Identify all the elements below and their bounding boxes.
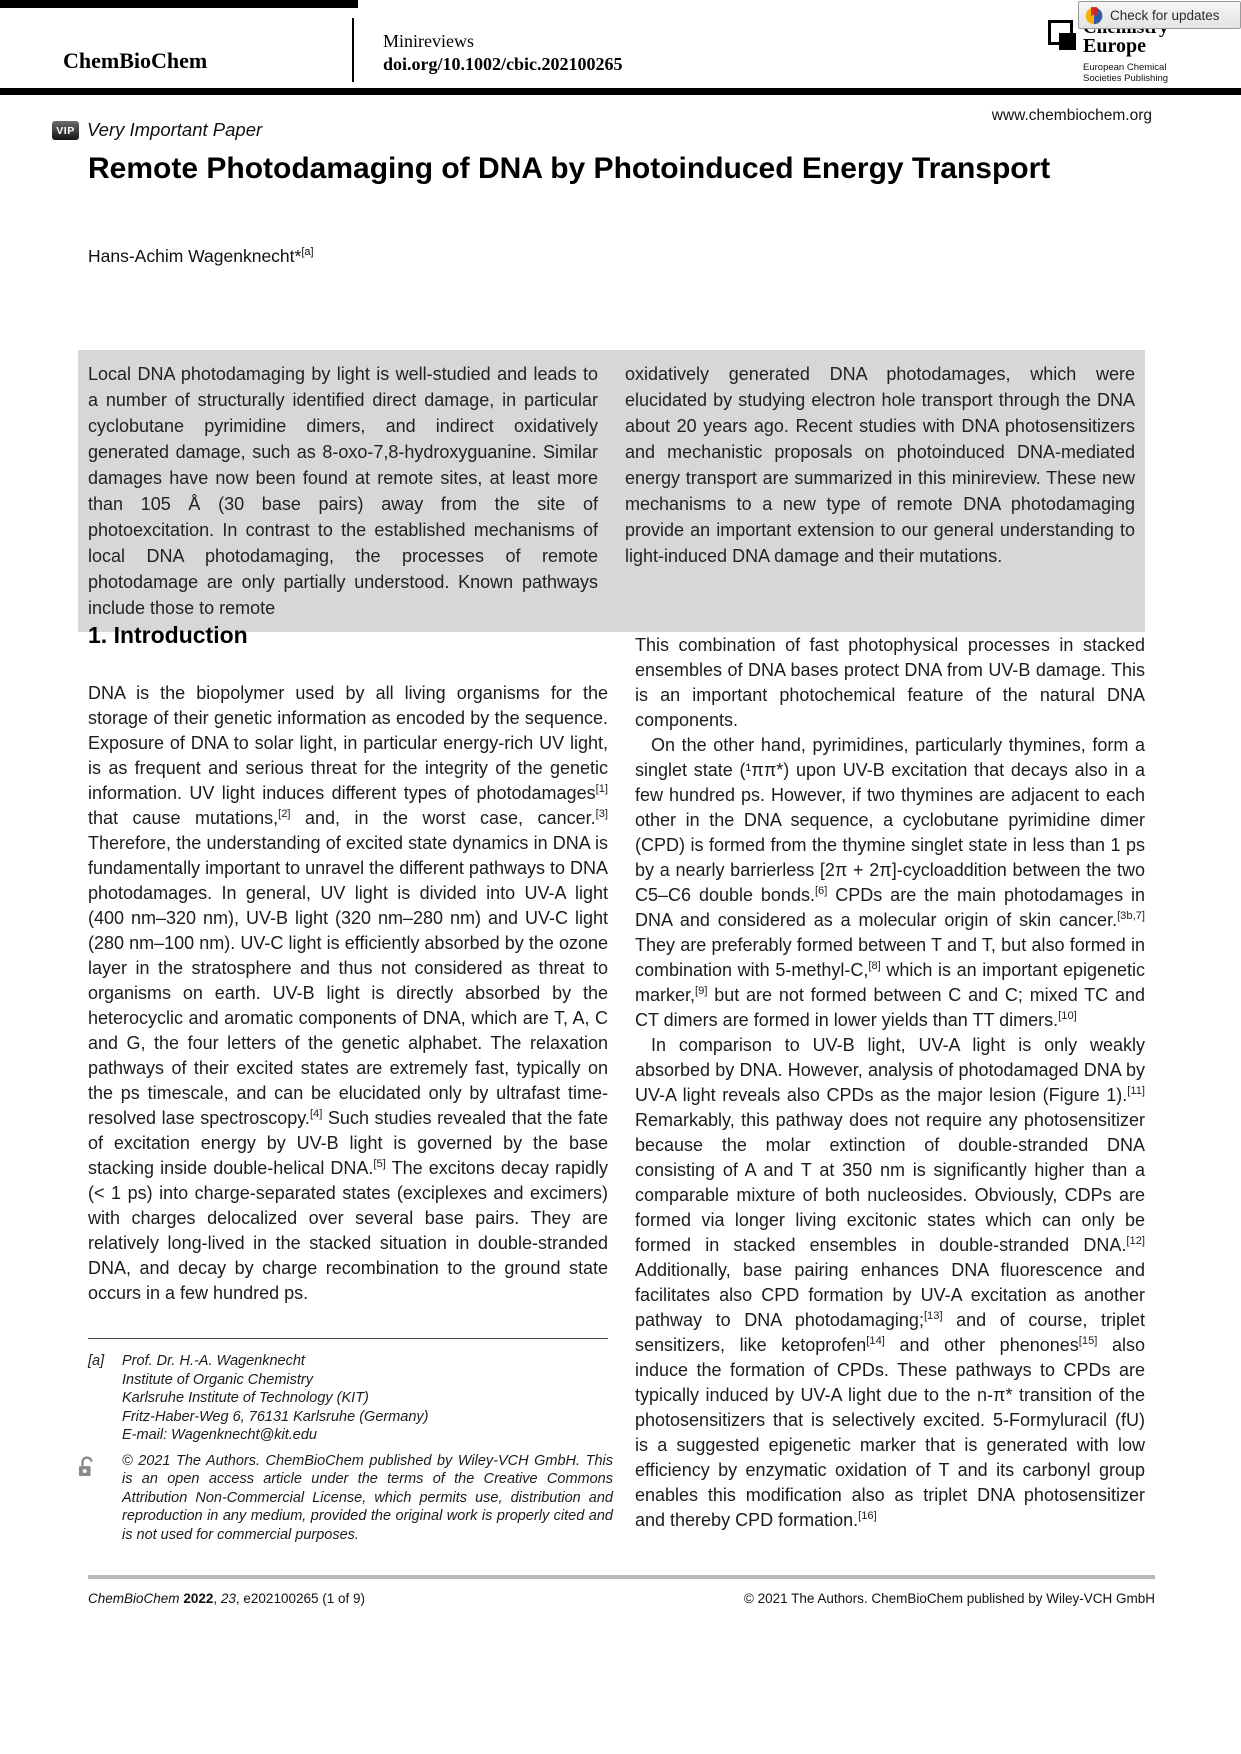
footer-rule — [88, 1575, 1155, 1579]
author-line — [88, 246, 314, 267]
intro-right-column — [635, 633, 1145, 1533]
footer-year: 2022 — [183, 1591, 214, 1606]
vip-label: Very Important Paper — [87, 119, 263, 140]
logo-square-filled-icon — [1059, 33, 1076, 50]
abstract-box — [78, 350, 1145, 632]
intro-paragraph-3: In comparison to UV-B light, UV-A light is only weakly absorbed by DNA. However, analysis of photodamaged DNA by UV-A light reveals also CPDs as the major lesion (Figure 1).[11] Remarkably, this pathway does not require any photosensitizer because the molar extinction of double-stranded DNA consisting of A and T at 350 nm is significantly higher than a comparable mixture of both nucleosides. Obviously, CDPs are formed via longer living excitonic states which can only be formed in stacked ensembles in double-stranded DNA.[12] Additionally, base pairing enhances DNA fluorescence and facilitates also CPD formation by UV-A excitation as another pathway to DNA photodamaging;[13] and of course, triplet sensitizers, like ketoprofen[14] and other phenones[15] also induce the formation of CPDs. These pathways to CPDs are typically induced by UV-A light due to the n-π* transition of the photosensitizers that is selectively excited. 5-Formyluracil (fU) is a suggested epigenetic marker that is generated with low efficiency by enzymatic oxidation of T and its carbonyl group enables this modification also as triplet DNA photosensitizer and thereby CPD formation.[16] — [635, 1035, 1146, 1530]
footer-copyright: © 2021 The Authors. ChemBioChem published by Wiley-VCH GmbH — [743, 1591, 1155, 1606]
footnote-line: Fritz-Haber-Weg 6, 76131 Karlsruhe (Germany) — [122, 1408, 429, 1425]
logo-word-europe: Europe — [1083, 35, 1146, 57]
intro-paragraph-1: This combination of fast photophysical processes in stacked ensembles of DNA bases protect DNA from UV-B damage. This is an important photochemical feature of the natural DNA components. — [635, 635, 1145, 730]
intro-left-column: DNA is the biopolymer used by all living organisms for the storage of their genetic information as encoded by the sequence. Exposure of DNA to solar light, in particular energy-rich UV light, is as frequent and serious threat for the integrity of the genetic information. UV light induces different types of photodamages[1] that cause mutations,[2] and, in the worst case, cancer.[3] Therefore, the understanding of excited state dynamics in DNA is fundamentally important to unravel the different pathways to DNA photodamages. In general, UV light is divided into UV-A light (400 nm–320 nm), UV-B light (320 nm–280 nm) and UV-C light (280 nm–100 nm). UV-C light is efficiently absorbed by the ozone layer in the stratosphere and thus not considered as threat to organisms on earth. UV-B light is directly absorbed by the heterocyclic and aromatic components of DNA, which are T, A, C and G, the four letters of the genetic alphabet. The relaxation pathways of their excited states are extremely fast, typically on the ps timescale, and can be elucidated only by ultrafast time-resolved lase spectroscopy.[4] Such studies revealed that the fate of excitation energy by UV-B light is governed by the base stacking inside double-helical DNA.[5] The excitons decay rapidly (< 1 ps) into charge-separated states (exciplexes and excimers) with charges delocalized over several base pairs. They are relatively long-lived in the stacked situation in double-stranded DNA, and decay by charge recombination to the ground state occurs in a few hundred ps. — [88, 683, 608, 1303]
author-affiliation-ref: [a] — [301, 246, 314, 259]
footnote-marker: [a] — [88, 1353, 105, 1369]
check-for-updates-button[interactable] — [1078, 1, 1241, 29]
journal-website-link[interactable]: www.chembiochem.org — [991, 107, 1152, 124]
footnote-line: Institute of Organic Chemistry — [122, 1371, 313, 1388]
check-for-updates-label: Check for updates — [1110, 7, 1220, 23]
intro-paragraph-2: On the other hand, pyrimidines, particularly thymines, form a singlet state (¹ππ*) upon UV-B excitation that decays also in a few hundred ps. However, if two thymines are adjacent to each other in the DNA sequence, a cyclobutane pyrimidine dimer (CPD) is formed from the thymine singlet state in less than 1 ps by a nearly barrierless [2π + 2π]-cycloaddition between the two C5–C6 double bonds.[6] CPDs are the main photodamages in DNA and considered as a molecular origin of skin cancer.[3b,7] They are preferably formed between T and T, but also formed in combination with 5-methyl-C,[8] which is an important epigenetic marker,[9] but are not formed between C and C; mixed TC and CT dimers are formed in lower yields than TT dimers.[10] — [635, 735, 1146, 1030]
section-heading: 1. Introduction — [88, 622, 248, 648]
header-divider — [352, 18, 354, 82]
footnote-email[interactable]: E-mail: Wagenknecht@kit.edu — [122, 1427, 317, 1443]
footnote-line: Karlsruhe Institute of Technology (KIT) — [122, 1390, 369, 1406]
vip-badge: VIP — [52, 121, 79, 140]
doi-link[interactable]: doi.org/10.1002/cbic.202100265 — [383, 54, 623, 74]
footer-volume: 23 — [220, 1591, 236, 1606]
logo-sub-line2: Societies Publishing — [1083, 73, 1169, 84]
author-name: Hans-Achim Wagenknecht* — [88, 246, 302, 266]
page-footer — [88, 1591, 1155, 1606]
header-rule — [0, 88, 1241, 95]
footer-journal: ChemBioChem — [88, 1591, 180, 1606]
crossmark-icon — [1084, 5, 1104, 25]
page-title: Remote Photodamaging of DNA by Photoinduced Energy Transport — [88, 152, 1051, 185]
footnote-rule — [88, 1338, 608, 1339]
logo-sub-line1: European Chemical — [1083, 62, 1167, 73]
open-access-lock-icon — [78, 1454, 96, 1480]
article-type: Minireviews — [383, 31, 474, 51]
footer-article-number: , e202100265 (1 of 9) — [235, 1591, 366, 1606]
license-text: © 2021 The Authors. ChemBioChem published by Wiley-VCH GmbH. This is an open access article under the terms of the Creative Commons Attribution Non-Commercial License, which permits use, distribution and reproduction in any medium, provided the original work is properly cited and is not used for commercial purposes. — [122, 1452, 613, 1543]
article-type-block — [383, 30, 623, 76]
footnote-line: Prof. Dr. H.-A. Wagenknecht — [122, 1353, 305, 1369]
footer-citation: ChemBioChem 2022, 23, e202100265 (1 of 9) — [88, 1591, 366, 1606]
page-edge-artifact — [0, 0, 358, 8]
affiliation-footnote — [88, 1352, 613, 1544]
abstract-column-left: Local DNA photodamaging by light is well-studied and leads to a number of structurally identified direct damage, in particular cyclobutane pyrimidine dimers, and indirect oxidatively generated damage, such as 8-oxo-7,8-hydroxyguanine. Similar damages have now been found at remote sites, at least more than 105 Å (30 base pairs) away from the site of photoexcitation. In contrast to the established mechanisms of local DNA photodamaging, the processes of remote photodamage are only partially understood. Known pathways include those to remote — [88, 364, 598, 618]
abstract-column-right: oxidatively generated DNA photodamages, which were elucidated by studying electron hole transport through the DNA about 20 years ago. Recent studies with DNA photosensitizers and mechanistic proposals on photoinduced DNA-mediated energy transport are summarized in this minireview. These new mechanisms to a new type of remote DNA photodamaging provide an important extension to our general understanding to light-induced DNA damage and their mutations. — [625, 364, 1135, 566]
journal-name: ChemBioChem — [63, 48, 208, 73]
